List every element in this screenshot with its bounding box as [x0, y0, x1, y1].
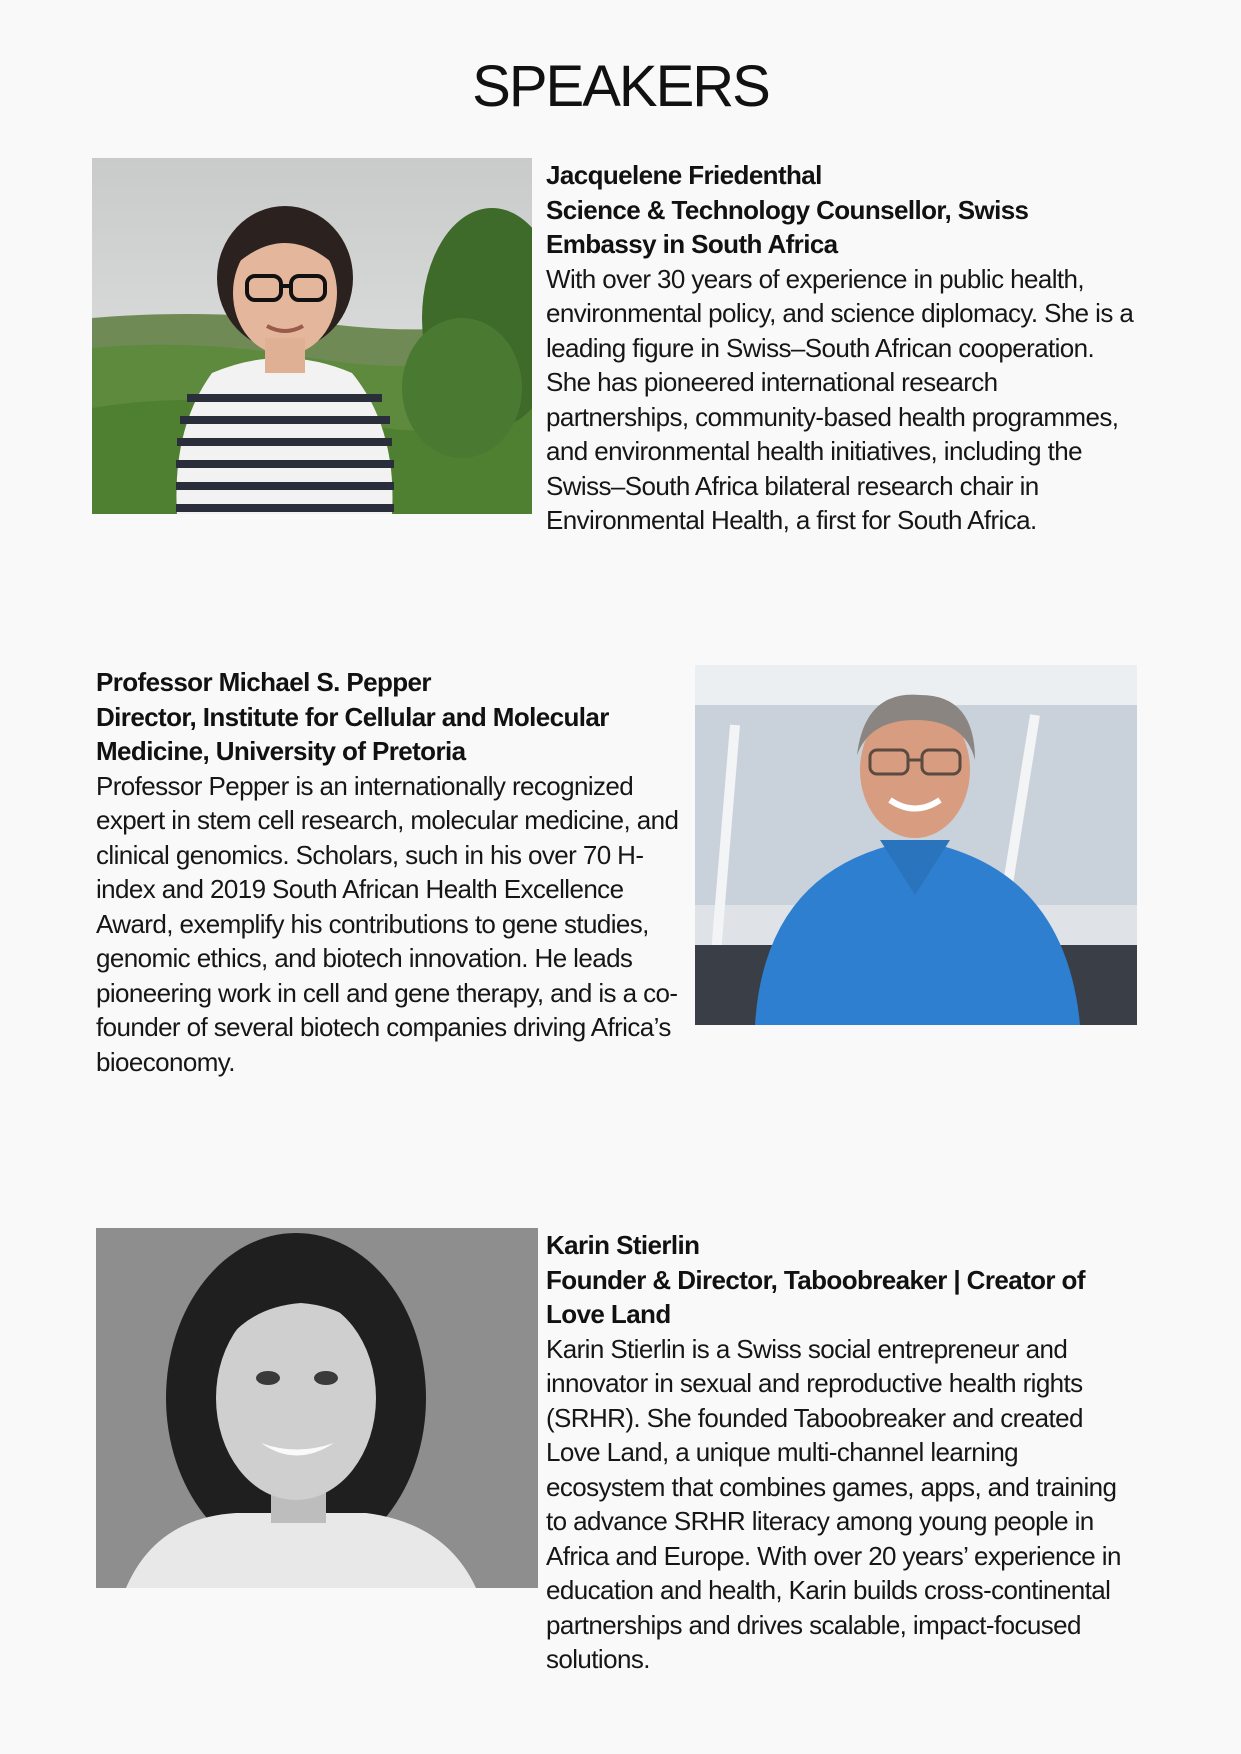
speaker-name: Karin Stierlin	[546, 1230, 700, 1260]
speaker-description: Professor Pepper is an internationally recognized expert in stem cell research, molecular medicine, and clinical genomics. Scholars, such in his over 70 H-index and 2019 South African Health Excellence Award, exemplify his contributions to gene studies, genomic ethics, and biotech innovation. He leads pioneering work in cell and gene therapy, and is a co-founder of several biotech companies driving Africa’s bioeconomy.	[96, 770, 679, 1077]
speaker-role: Director, Institute for Cellular and Molecular Medicine, University of Pretoria	[96, 701, 609, 766]
speaker-bio-stierlin	[546, 1228, 1136, 1677]
speaker-name: Professor Michael S. Pepper	[96, 667, 431, 697]
speaker-bio-friedenthal	[546, 158, 1136, 538]
page-title: SPEAKERS	[472, 54, 769, 119]
speaker-role: Founder & Director, Taboobreaker | Creator of Love Land	[546, 1264, 1085, 1329]
speaker-bio-pepper	[96, 665, 690, 1079]
speaker-role: Science & Technology Counsellor, Swiss Embassy in South Africa	[546, 194, 1029, 259]
speaker-description: With over 30 years of experience in public health, environmental policy, and science diplomacy. She is a leading figure in Swiss–South African cooperation. She has pioneered international research partnerships, community-based health programmes, and environmental health initiatives, including the Swiss–South Africa bilateral research chair in Environmental Health, a first for South Africa.	[546, 263, 1134, 535]
speaker-photo-pepper	[695, 665, 1137, 1025]
speaker-name: Jacquelene Friedenthal	[546, 160, 822, 190]
speaker-description: Karin Stierlin is a Swiss social entrepreneur and innovator in sexual and reproductive health rights (SRHR). She founded Taboobreaker and created Love Land, a unique multi-channel learning ecosystem that combines games, apps, and training to advance SRHR literacy among young people in Africa and Europe. With over 20 years’ experience in education and health, Karin builds cross-continental partnerships and drives scalable, impact-focused solutions.	[546, 1333, 1121, 1674]
speaker-photo-friedenthal	[92, 158, 532, 514]
speaker-photo-stierlin	[96, 1228, 538, 1588]
